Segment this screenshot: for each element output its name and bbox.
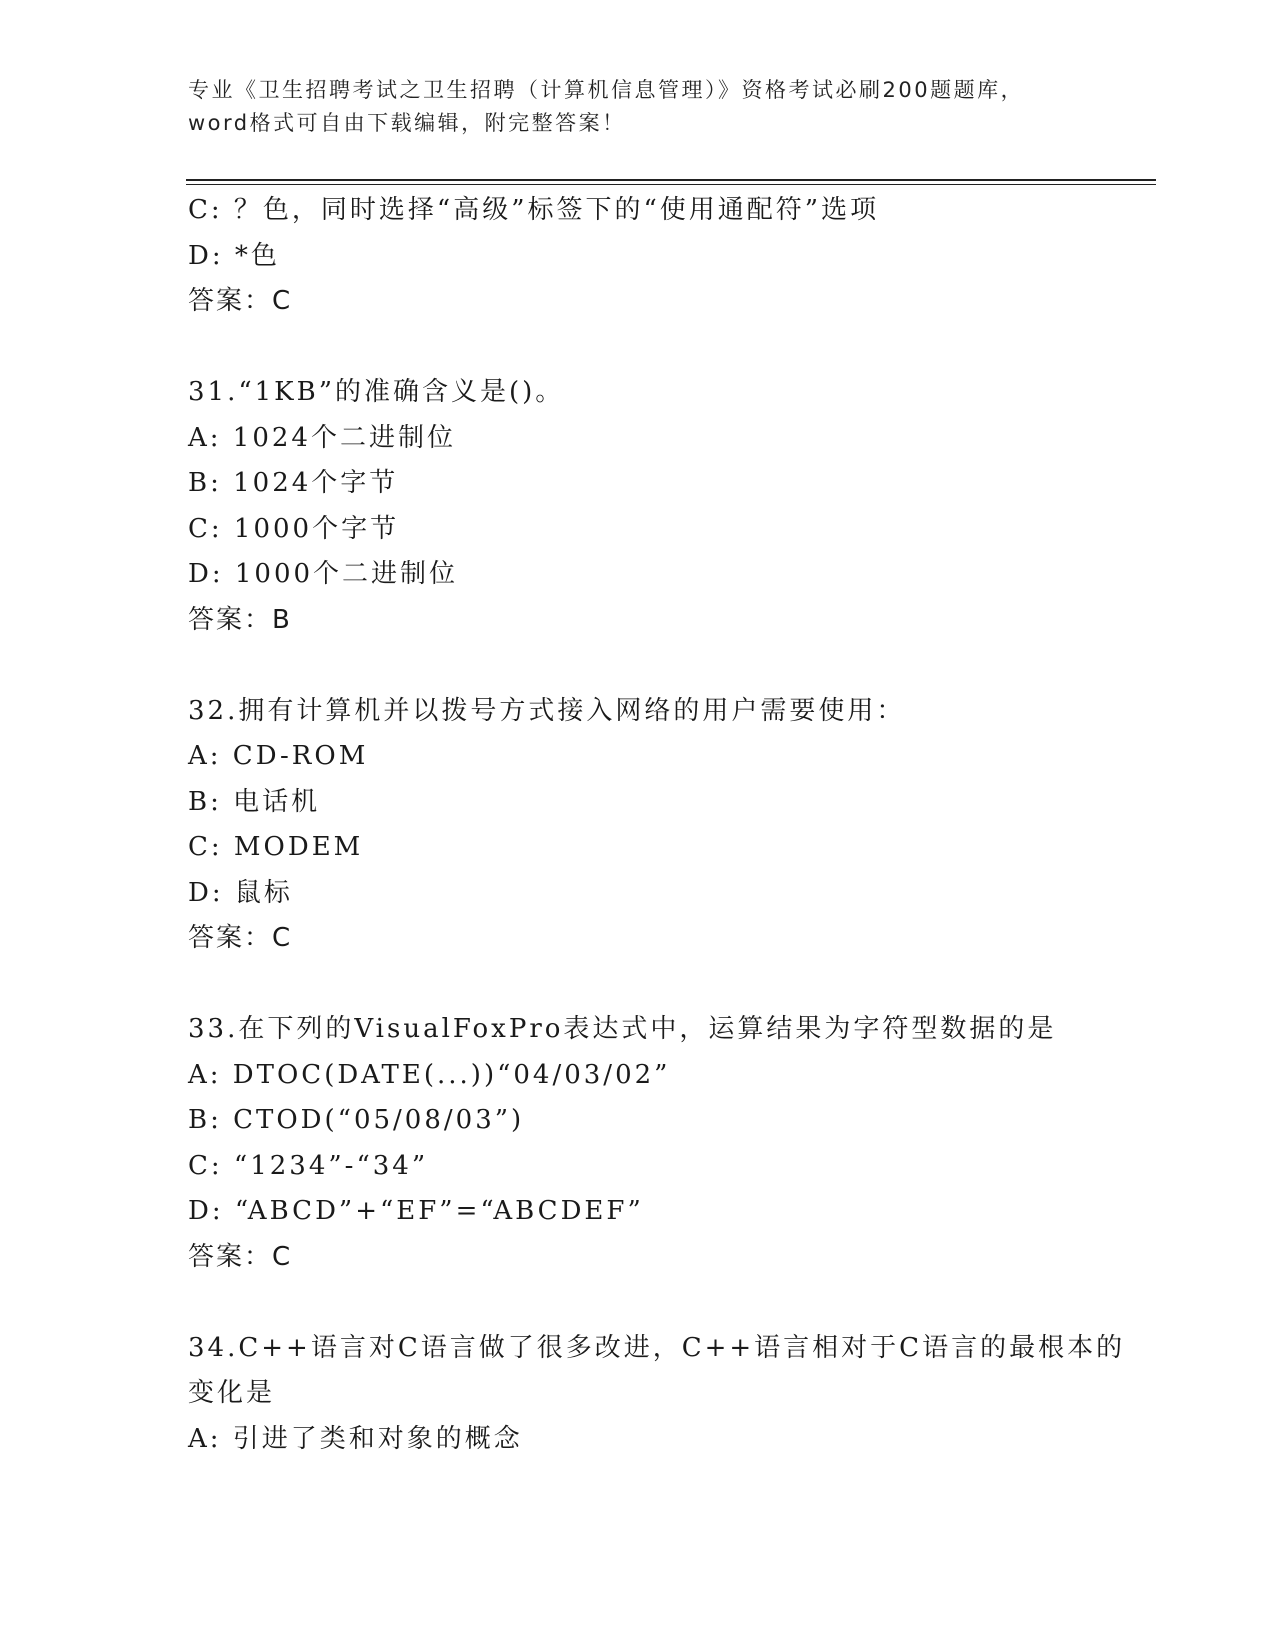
option-c: C: MODEM bbox=[188, 832, 364, 862]
option-b: B: CTOD(“05/08/03”) bbox=[188, 1105, 525, 1135]
answer-line: 答案：C bbox=[188, 286, 293, 316]
option-c: C: 1000个字节 bbox=[188, 513, 400, 544]
answer-line: 答案：B bbox=[188, 604, 292, 635]
question-stem-line1: 34.C++语言对C语言做了很多改进，C++语言相对于C语言的最根本的 bbox=[188, 1332, 1126, 1363]
question-stem-line2: 变化是 bbox=[188, 1378, 276, 1408]
option-a: A: 1024个二进制位 bbox=[188, 422, 456, 453]
option-c: C: “1234”-“34” bbox=[188, 1150, 429, 1181]
question-31 bbox=[188, 370, 1148, 643]
answer-line: 答案：C bbox=[188, 923, 293, 953]
question-stem: 31.“1KB”的准确含义是()。 bbox=[188, 377, 565, 407]
question-30-tail bbox=[188, 188, 1148, 325]
option-a: A: DTOC(DATE(...))“04/03/02” bbox=[188, 1059, 671, 1090]
document-header bbox=[188, 74, 1088, 140]
header-divider bbox=[186, 179, 1156, 185]
question-stem: 32.拥有计算机并以拨号方式接入网络的用户需要使用： bbox=[188, 695, 906, 726]
option-a: A: 引进了类和对象的概念 bbox=[188, 1423, 523, 1454]
option-b: B: 1024个字节 bbox=[188, 468, 399, 498]
option-d: D: “ABCD”+“EF”=“ABCDEF” bbox=[188, 1196, 644, 1226]
option-c: C: ？色，同时选择“高级”标签下的“使用通配符”选项 bbox=[188, 195, 880, 225]
question-34 bbox=[188, 1326, 1148, 1463]
question-stem: 33.在下列的VisualFoxPro表达式中，运算结果为字符型数据的是 bbox=[188, 1014, 1057, 1044]
option-a: A: CD-ROM bbox=[188, 741, 369, 771]
option-b: B: 电话机 bbox=[188, 786, 321, 817]
header-title-line2: word格式可自由下载编辑，附完整答案！ bbox=[188, 111, 626, 135]
question-33 bbox=[188, 1007, 1148, 1280]
option-d: D: 1000个二进制位 bbox=[188, 559, 459, 589]
option-d: D: *色 bbox=[188, 240, 280, 271]
header-title-line1: 专业《卫生招聘考试之卫生招聘（计算机信息管理）》资格考试必刷200题题库， bbox=[188, 78, 1025, 102]
answer-line: 答案：C bbox=[188, 1241, 293, 1272]
question-list bbox=[188, 188, 1148, 1462]
option-d: D: 鼠标 bbox=[188, 877, 293, 908]
question-32 bbox=[188, 689, 1148, 962]
